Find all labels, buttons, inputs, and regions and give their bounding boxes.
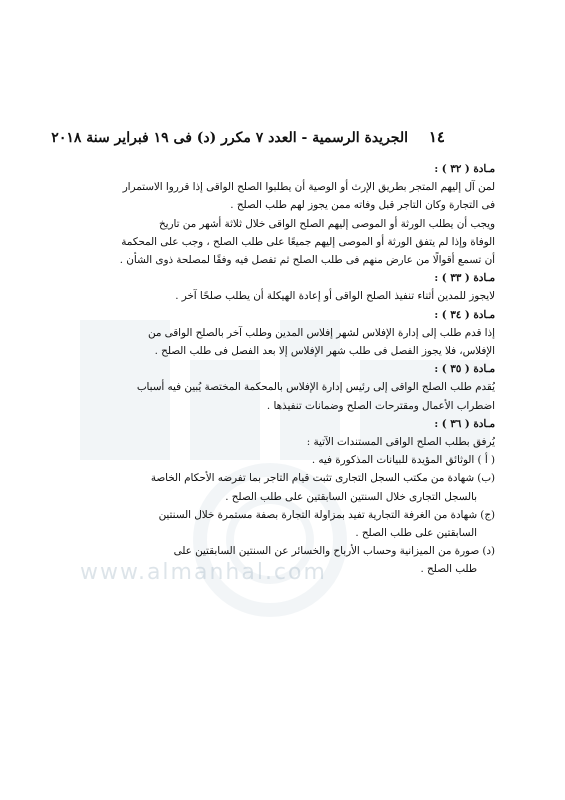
- body-text-line: لمن آل إليهم المتجر بطريق الإرث أو الوصية أن يطلبوا الصلح الواقى إذا قرروا الاستمرار: [122, 181, 495, 194]
- body-text-line: الإفلاس، فلا يجوز الفصل فى طلب شهر الإفلاس إلا بعد الفصل فى طلب الصلح .: [154, 345, 495, 358]
- article-heading: مـادة ( ٣٢ ) :: [434, 163, 495, 175]
- list-item: (ب) شهادة من مكتب السجل التجارى تثبت قيام التاجر بما تفرضه الأحكام الخاصة: [150, 472, 495, 485]
- watermark-text: www.almanhal.com: [80, 560, 327, 585]
- body-text-line: لايجوز للمدين أثناء تنفيذ الصلح الواقى أو إعادة الهيكلة أن يطلب صلحًا آخر .: [175, 290, 495, 303]
- article-heading: مـادة ( ٣٥ ) :: [434, 363, 495, 376]
- header-title: الجريدة الرسمية - العدد ٧ مكرر (د) فى ١٩ فبراير سنة ٢٠١٨: [51, 130, 408, 146]
- article-heading: مـادة ( ٣٦ ) :: [434, 417, 495, 430]
- list-item-continuation: بالسجل التجارى خلال السنتين السابقتين على طلب الصلح .: [225, 490, 477, 503]
- body-text-line: فى التجارة وكان التاجر قبل وفاته ممن يجوز لهم طلب الصلح .: [230, 199, 495, 212]
- page-number: ١٤: [428, 128, 445, 146]
- body-text-line: الوفاة وإذا لم يتفق الورثة أو الموصى إليهم جميعًا على طلب الصلح ، وجب على المحكمة: [121, 235, 495, 248]
- article-heading: مـادة ( ٣٣ ) :: [434, 272, 495, 285]
- body-text-line: أن تسمع أقوالًا من عارض منهم فى طلب الصلح ثم تفصل فيه وفقًا لمصلحة ذوى الشأن .: [119, 254, 495, 267]
- list-item-continuation: السابقتين على طلب الصلح .: [355, 527, 477, 540]
- article-heading: مـادة ( ٣٤ ) :: [434, 308, 495, 321]
- body-text-line: يُقدم طلب الصلح الواقى إلى رئيس إدارة الإفلاس بالمحكمة المختصة يُبين فيه أسباب: [136, 381, 495, 394]
- body-text-line: ويجب أن يطلب الورثة أو الموصى إليهم الصلح الواقى خلال ثلاثة أشهر من تاريخ: [158, 217, 495, 230]
- body-text-line: إذا قدم طلب إلى إدارة الإفلاس لشهر إفلاس المدين وطلب آخر بالصلح الواقى من: [148, 326, 495, 339]
- list-item: ( أ ) الوثائق المؤيدة للبيانات المذكورة فيه .: [311, 454, 495, 467]
- document-body: [100, 160, 495, 579]
- list-item: (ج) شهادة من الغرفة التجارية تفيد بمزاولة التجارة بصفة مستمرة خلال السنتين: [158, 508, 495, 521]
- list-item: (د) صورة من الميزانية وحساب الأرباح والخسائر عن السنتين السابقتين على: [173, 545, 495, 558]
- body-text-line: يُرفق بطلب الصلح الواقى المستندات الآتية :: [306, 436, 495, 449]
- page-header: [51, 128, 445, 146]
- list-item-continuation: طلب الصلح .: [420, 563, 477, 576]
- body-text-line: اضطراب الأعمال ومقترحات الصلح وضمانات تنفيذها .: [266, 399, 495, 412]
